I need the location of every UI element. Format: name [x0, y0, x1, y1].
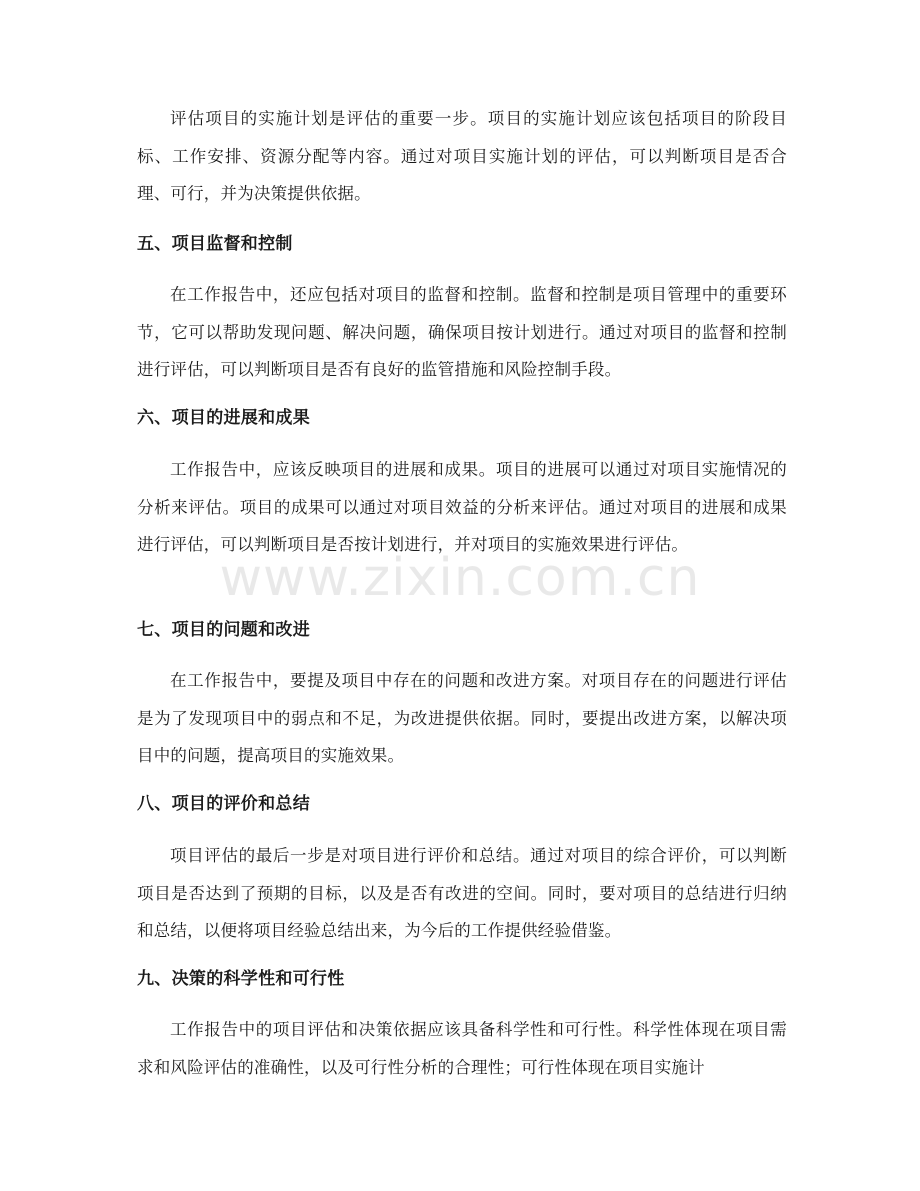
paragraph-section-5: 在工作报告中，还应包括对项目的监督和控制。监督和控制是项目管理中的重要环节，它可以帮助发现问题、解决问题，确保项目按计划进行。通过对项目的监督和控制进行评估，可以判断项目是否有良好的监管措施和风险控制手段。 [137, 285, 787, 379]
paragraph-section-7: 在工作报告中，要提及项目中存在的问题和改进方案。对项目存在的问题进行评估是为了发现项目中的弱点和不足，为改进提供依据。同时，要提出改进方案，以解决项目中的问题，提高项目的实施效果。 [137, 671, 787, 765]
watermark: www.zixin.com.cn [219, 548, 701, 608]
heading-section-8: 八、项目的评价和总结 [137, 794, 310, 814]
paragraph-section-9: 工作报告中的项目评估和决策依据应该具备科学性和可行性。科学性体现在项目需求和风险评估的准确性，以及可行性分析的合理性；可行性体现在项目实施计 [137, 1020, 787, 1077]
heading-section-5: 五、项目监督和控制 [137, 234, 293, 254]
heading-section-7: 七、项目的问题和改进 [137, 620, 310, 640]
paragraph-section-8: 项目评估的最后一步是对项目进行评价和总结。通过对项目的综合评价，可以判断项目是否达到了预期的目标，以及是否有改进的空间。同时，要对项目的总结进行归纳和总结，以便将项目经验总结出来，为今后的工作提供经验借鉴。 [137, 846, 787, 940]
paragraph-implementation-plan: 评估项目的实施计划是评估的重要一步。项目的实施计划应该包括项目的阶段目标、工作安排、资源分配等内容。通过对项目实施计划的评估，可以判断项目是否合理、可行，并为决策提供依据。 [137, 109, 787, 203]
paragraph-section-6: 工作报告中，应该反映项目的进展和成果。项目的进展可以通过对项目实施情况的分析来评估。项目的成果可以通过对项目效益的分析来评估。通过对项目的进展和成果进行评估，可以判断项目是否按计划进行，并对项目的实施效果进行评估。 [137, 460, 787, 554]
heading-section-6: 六、项目的进展和成果 [137, 408, 310, 428]
heading-section-9: 九、决策的科学性和可行性 [137, 969, 345, 989]
